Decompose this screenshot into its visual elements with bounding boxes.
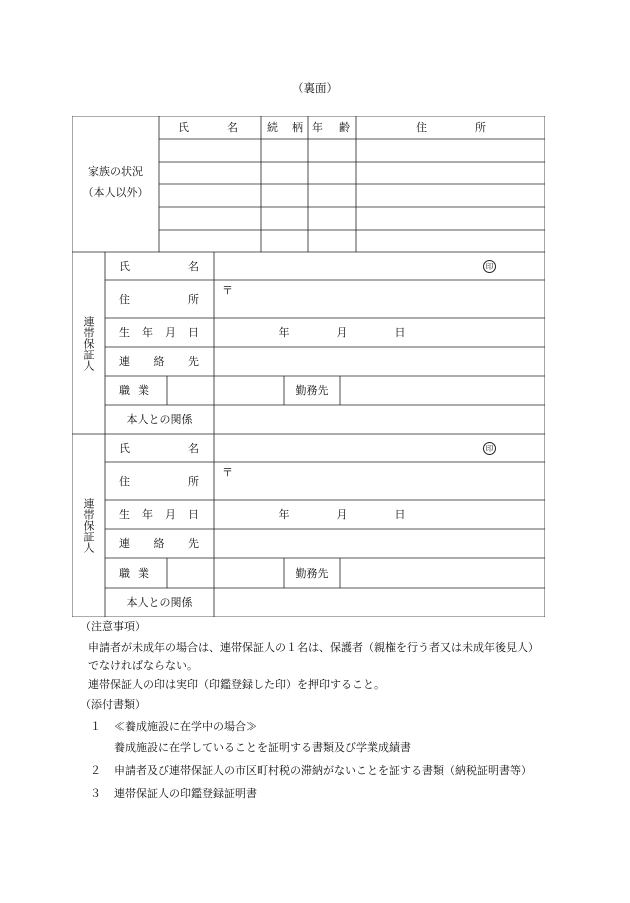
header-relation [267, 116, 303, 139]
guarantor-2-workplace-label: 勤務先 [295, 566, 329, 580]
attachment-item-detail: 養成施設に在学していることを証明する書類及び学業成績書 [114, 741, 411, 754]
label-char: 生 [119, 508, 130, 521]
label-char: 職 [119, 384, 130, 397]
label-char: 名 [188, 259, 199, 273]
header-age [312, 116, 350, 139]
guarantor-1-workplace-label: 勤務先 [295, 384, 329, 397]
guarantor-2-seal-mark: 印 [483, 442, 496, 455]
label-char: 氏 [119, 441, 130, 455]
label-char: 絡 [153, 355, 165, 368]
guarantor-1-postal-mark: 〒 [222, 284, 233, 297]
attachment-number: １ [90, 720, 101, 733]
label-char: 氏 [119, 259, 130, 273]
guarantor-2-name-label [119, 434, 199, 462]
guarantor-2-vertical-text: 連帯保証人 [82, 498, 95, 553]
guarantor-2-occupation-label [119, 558, 149, 588]
label-char: 先 [188, 355, 199, 368]
attachment-number: ３ [90, 787, 101, 800]
caution-line: 連帯保証人の印は実印（印鑑登録した印）を押印すること。 [88, 678, 385, 691]
label-char: 生 [119, 326, 130, 339]
label-char: 日 [188, 326, 199, 339]
label-char: 業 [138, 384, 149, 397]
label-char: 所 [188, 474, 199, 488]
label-char: 住 [119, 474, 130, 488]
header-address [416, 116, 486, 139]
document-title: （裏面） [292, 81, 338, 95]
label-char: 月 [165, 508, 176, 521]
guarantor-1-birthdate-label [119, 318, 199, 347]
family-status-sublabel: （本人以外） [82, 185, 149, 199]
guarantor-1-occupation-label [119, 376, 149, 405]
family-status-label: 家族の状況 [88, 164, 143, 178]
guarantor-2-postal-mark: 〒 [222, 466, 233, 479]
attachment-item: ≪養成施設に在学中の場合≫ [114, 720, 257, 733]
attachments-heading: （添付書類） [80, 698, 146, 711]
header-name-char: 名 [227, 121, 238, 134]
label-char: 絡 [153, 537, 165, 550]
label-char: 業 [138, 566, 149, 580]
guarantor-1-relation-label: 本人との関係 [126, 413, 193, 426]
header-relation-char: 続 [267, 121, 278, 134]
attachment-item: 連帯保証人の印鑑登録証明書 [114, 787, 257, 800]
guarantor-1-address-label [119, 280, 199, 318]
header-address-char: 住 [416, 121, 427, 134]
label-char: 職 [119, 566, 130, 580]
label-char: 年 [142, 508, 153, 521]
header-address-char: 所 [475, 121, 486, 134]
guarantor-2-year-unit: 年 [278, 508, 290, 521]
header-name-char: 氏 [178, 121, 189, 134]
attachment-number: ２ [90, 764, 101, 777]
guarantor-1-name-label [119, 252, 199, 280]
caution-line: 申請者が未成年の場合は、連帯保証人の１名は、保護者（親権を行う者又は未成年後見人） [88, 641, 539, 654]
attachment-item: 申請者及び連帯保証人の市区町村税の滞納がないことを証する書類（納税証明書等） [114, 764, 532, 777]
guarantor-1-month-unit: 月 [336, 326, 348, 339]
guarantor-2-birthdate-label [119, 500, 199, 529]
guarantor-2-relation-label: 本人との関係 [126, 596, 193, 609]
label-char: 所 [188, 292, 199, 306]
guarantor-1-contact-label [119, 347, 199, 376]
guarantor-2-contact-label [119, 529, 199, 558]
guarantor-2-month-unit: 月 [336, 508, 348, 521]
guarantor-2-day-unit: 日 [394, 508, 406, 521]
header-name [178, 116, 238, 139]
label-char: 名 [188, 441, 199, 455]
caution-line: でなければならない。 [88, 659, 198, 672]
guarantor-1-year-unit: 年 [278, 326, 290, 339]
label-char: 住 [119, 292, 130, 306]
guarantor-1-section-label [72, 252, 105, 434]
label-char: 日 [188, 508, 199, 521]
application-form-back [72, 116, 545, 617]
guarantor-1-seal-mark: 印 [483, 260, 496, 273]
label-char: 連 [119, 537, 130, 550]
header-age-char: 年 [312, 121, 323, 134]
label-char: 月 [165, 326, 176, 339]
guarantor-1-vertical-text: 連帯保証人 [82, 315, 95, 371]
guarantor-1-day-unit: 日 [394, 326, 406, 339]
label-char: 先 [188, 537, 199, 550]
label-char: 年 [142, 326, 153, 339]
guarantor-2-address-label [119, 462, 199, 500]
header-age-char: 齢 [339, 121, 350, 134]
header-relation-char: 柄 [292, 121, 303, 134]
caution-heading: （注意事項） [80, 620, 146, 633]
label-char: 連 [119, 355, 130, 368]
guarantor-2-section-label [72, 434, 105, 617]
